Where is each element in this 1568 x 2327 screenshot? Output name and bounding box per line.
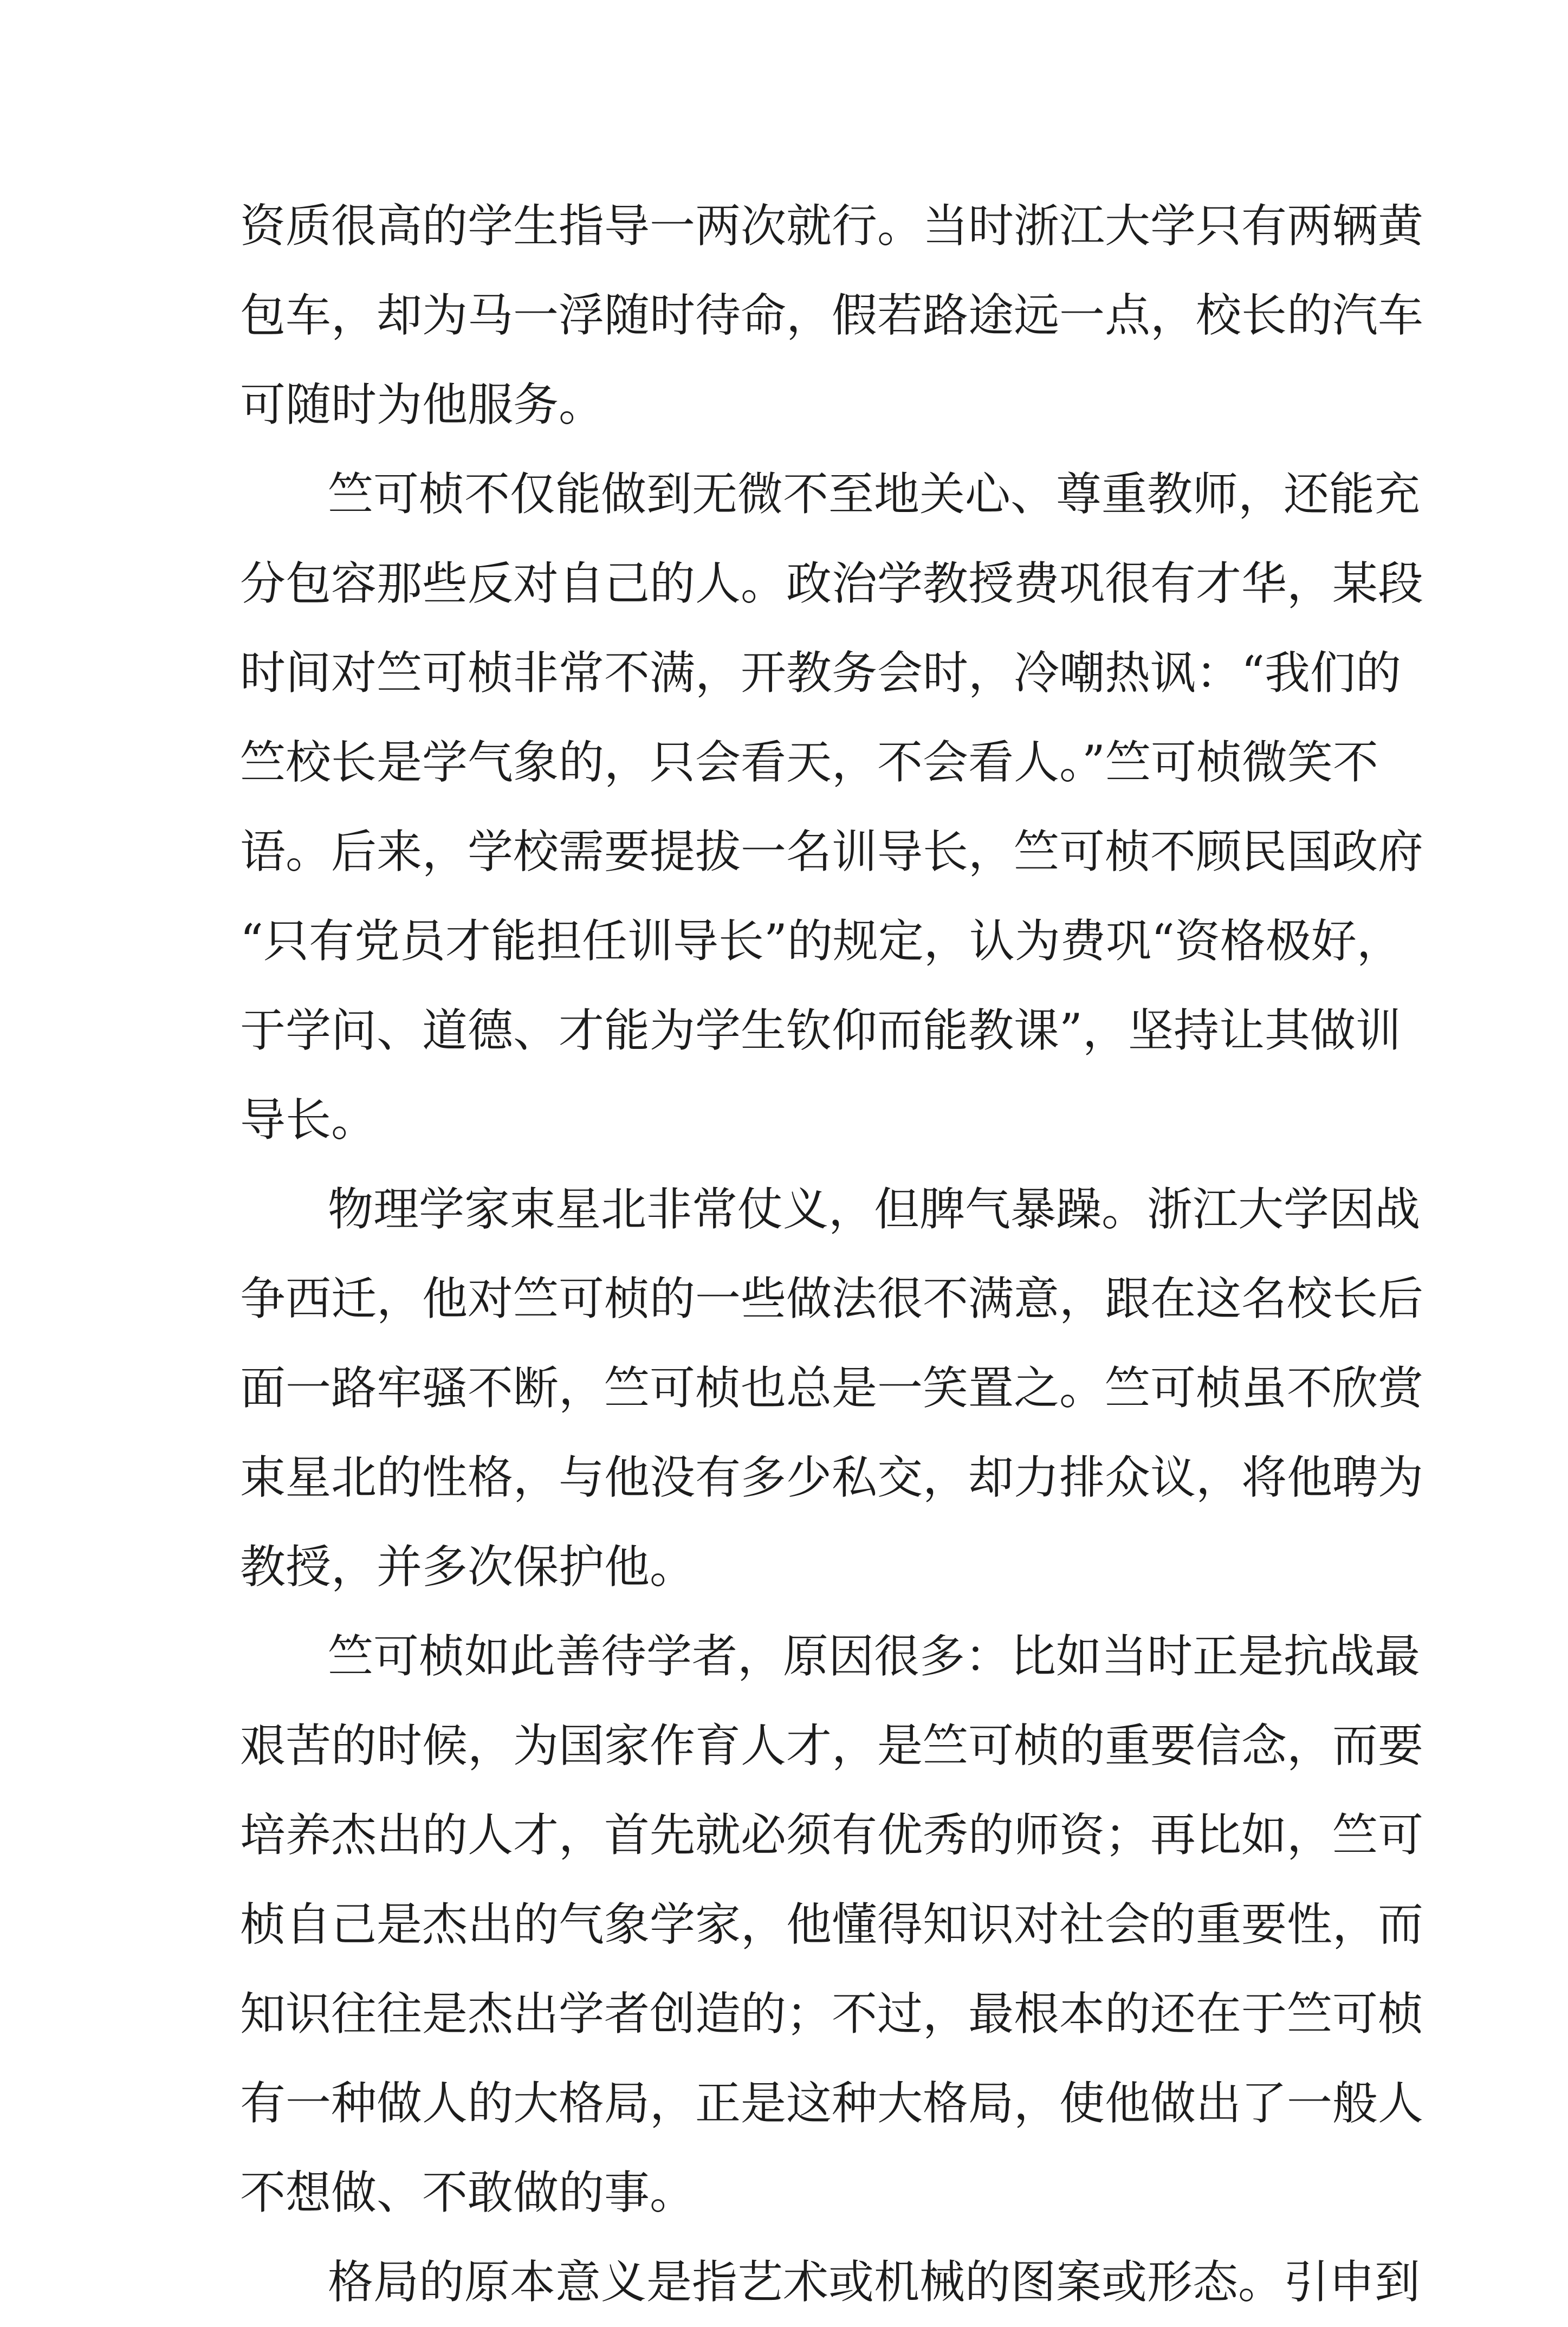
text-line: 艰苦的时候，为国家作育人才，是竺可桢的重要信念，而要: [240, 1719, 1424, 1772]
text-line: 分包容那些反对自己的人。政治学教授费巩很有才华，某段: [240, 557, 1424, 610]
text-line: 竺可桢不仅能做到无微不至地关心、尊重教师，还能充: [328, 468, 1421, 521]
text-line: 物理学家束星北非常仗义，但脾气暴躁。浙江大学因战: [328, 1183, 1421, 1236]
paragraph-4: [240, 1612, 1424, 2238]
text-line: 资质很高的学生指导一两次就行。当时浙江大学只有两辆黄: [240, 199, 1424, 252]
text-line: 导长。: [240, 1093, 377, 1146]
text-line: 格局的原本意义是指艺术或机械的图案或形态。引申到: [328, 2255, 1421, 2309]
text-line: 语。后来，学校需要提拔一名训导长，竺可桢不顾民国政府: [240, 825, 1424, 878]
text-line: 争西迁，他对竺可桢的一些做法很不满意，跟在这名校长后: [240, 1272, 1424, 1325]
article-body: [240, 182, 1424, 2327]
text-line: 知识往往是杰出学者创造的；不过，最根本的还在于竺可桢: [240, 1987, 1424, 2040]
paragraph-3: [240, 1165, 1424, 1612]
text-line: 竺校长是学气象的，只会看天，不会看人。”竺可桢微笑不: [240, 736, 1378, 789]
text-line: 不想做、不敢做的事。: [240, 2166, 696, 2219]
text-line: 培养杰出的人才，首先就必须有优秀的师资；再比如，竺可: [240, 1809, 1424, 1862]
text-line: 教授，并多次保护他。: [240, 1540, 696, 1593]
paragraph-5: [240, 2238, 1421, 2327]
text-line: 束星北的性格，与他没有多少私交，却力排众议，将他聘为: [240, 1451, 1424, 1504]
paragraph-1: [240, 182, 1424, 450]
paragraph-2: [240, 450, 1424, 1165]
text-line: 时间对竺可桢非常不满，开教务会时，冷嘲热讽：“我们的: [240, 646, 1401, 699]
text-line: 面一路牢骚不断，竺可桢也总是一笑置之。竺可桢虽不欣赏: [240, 1362, 1424, 1415]
text-line: 于学问、道德、才能为学生钦仰而能教课”，坚持让其做训: [240, 1004, 1401, 1057]
text-line: 可随时为他服务。: [240, 378, 605, 431]
text-line: “只有党员才能担任训导长”的规定，认为费巩“资格极好，: [240, 915, 1402, 968]
text-line: 桢自己是杰出的气象学家，他懂得知识对社会的重要性，而: [240, 1898, 1424, 1951]
text-line: 竺可桢如此善待学者，原因很多：比如当时正是抗战最: [328, 1630, 1421, 1683]
text-line: 包车，却为马一浮随时待命，假若路途远一点，校长的汽车: [240, 289, 1424, 342]
text-line: 有一种做人的大格局，正是这种大格局，使他做出了一般人: [240, 2077, 1424, 2130]
